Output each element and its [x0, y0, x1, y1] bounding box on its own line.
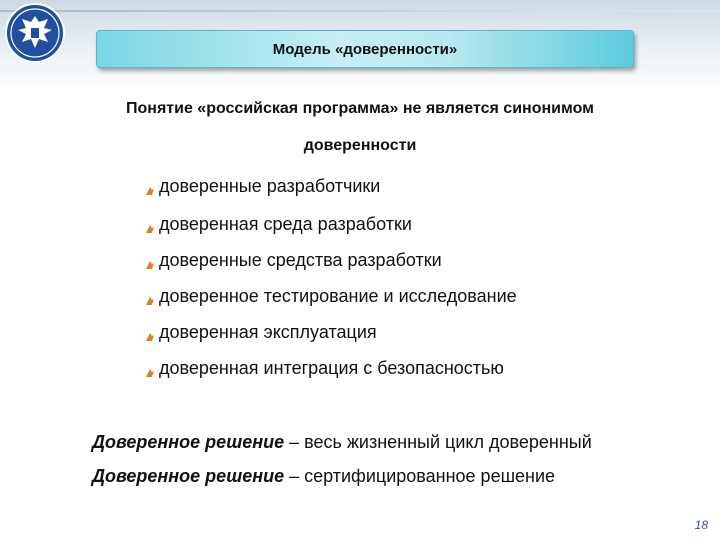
list-item [144, 286, 704, 307]
list-item [144, 176, 704, 197]
statement-rest: – весь жизненный цикл доверенный [284, 432, 592, 452]
statement-line [92, 432, 592, 453]
slide-title: Модель «доверенности» [272, 40, 458, 58]
list-item [144, 214, 704, 235]
title-box [96, 30, 634, 68]
arrow-bullet-icon [144, 330, 156, 342]
emblem-logo-icon [4, 2, 66, 64]
statement-rest: – сертифицированное решение [284, 466, 556, 486]
arrow-bullet-icon [144, 294, 156, 306]
arrow-bullet-icon [144, 366, 156, 378]
statement-emphasis: Доверенное решение [92, 432, 285, 452]
arrow-bullet-icon [144, 184, 156, 196]
bullet-text: доверенное тестирование и исследование [159, 286, 517, 306]
statement-line [92, 466, 555, 487]
list-item [144, 322, 704, 343]
header-line [0, 10, 720, 12]
arrow-bullet-icon [144, 258, 156, 270]
subtitle-line-2: доверенности [303, 137, 417, 154]
statement-emphasis: Доверенное решение [92, 466, 285, 486]
bullet-text: доверенные разработчики [159, 176, 381, 196]
subtitle-line-1: Понятие «российская программа» не является синонимом [126, 100, 594, 117]
bullet-text: доверенная эксплуатация [159, 322, 377, 342]
bullet-text: доверенные средства разработки [159, 250, 442, 270]
arrow-bullet-icon [144, 222, 156, 234]
bullet-text: доверенная среда разработки [159, 214, 412, 234]
page-number: 18 [694, 518, 708, 532]
list-item [144, 250, 704, 271]
bullet-text: доверенная интеграция с безопасностью [159, 358, 504, 378]
list-item [144, 358, 704, 379]
